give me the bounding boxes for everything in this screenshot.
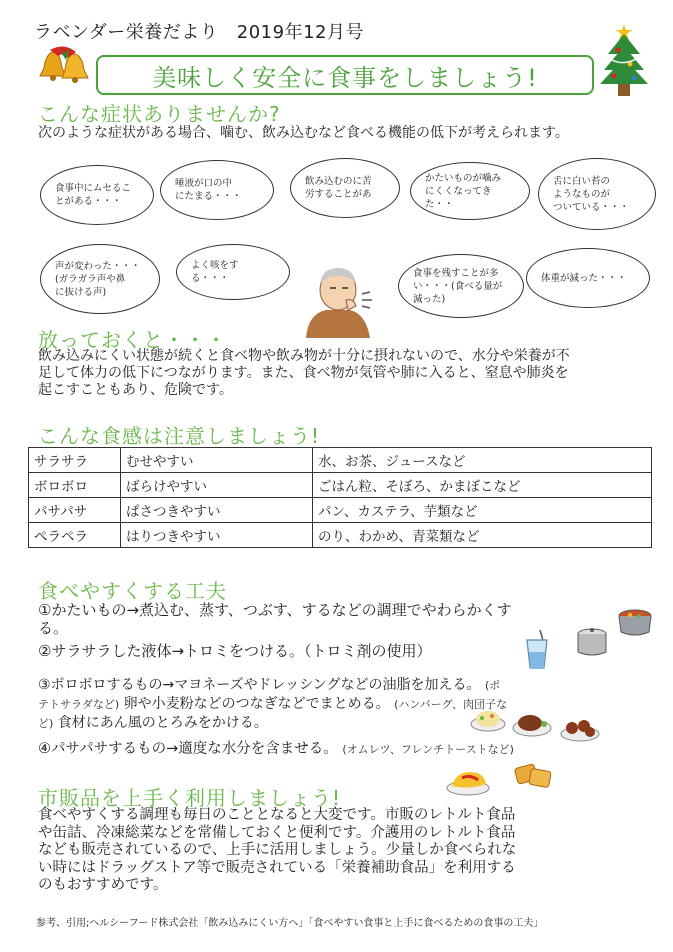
table-row: サラサラ むせやすい 水、お茶、ジュースなど — [29, 448, 652, 473]
meatballs-icon — [560, 712, 600, 742]
symptom-cloud: かたいものが噛み にくくなってきた・・ — [410, 162, 530, 220]
table-row: ぺラペラ はりつきやすい のり、わかめ、青菜類など — [29, 523, 652, 548]
tip-1: ①かたいもの→煮込む、蒸す、つぶす、するなどの調理でやわらかくす る。 — [38, 601, 512, 637]
symptom-cloud: 舌に白い苔の ようなものが ついている・・・ — [538, 158, 656, 230]
omelette-icon — [446, 766, 490, 796]
symptom-cloud: 唾液が口の中 にたまる・・・ — [160, 160, 274, 220]
risk-paragraph: 飲み込みにくい状態が続くと食べ物や飲み物が十分に摂れないので、水分や栄養が不 足して体力の低下につながります。また、食べ物が気管や肺に入ると、窒息や肺炎を 起こすこともあり、危険です。 — [38, 348, 570, 398]
texture-table — [28, 447, 652, 548]
tip-3: ③ボロボロするもの→マヨネーズやドレッシングなどの油脂を加える。 (ポ テトサラダなど) 卵や小麦粉などのつなぎなどでまとめる。 (ハンバーグ、肉団子な ど) 食材にあん風のとろみをかける。 — [38, 677, 508, 731]
reference-note: 参考、引用;ヘルシーフード株式会社「飲み込みにくい方へ」「食べやすい食事と上手に食べるための食事の工夫」 — [36, 918, 544, 929]
christmas-tree-icon — [598, 20, 650, 98]
pot-icon — [574, 624, 610, 658]
symptom-cloud: よく咳をする・・・ — [176, 244, 290, 300]
table-row: パサパサ ぱさつきやすい パン、カステラ、芋類など — [29, 498, 652, 523]
symptoms-intro: 次のような症状がある場合、噛む、飲み込むなど食べる機能の低下が考えられます。 — [38, 125, 569, 141]
symptom-cloud: 食事中にムセるこ とがある・・・ — [40, 165, 154, 225]
risk-heading: 放っておくと・・・ — [38, 328, 227, 352]
symptom-cloud: 声が変わった・・・ (ガラガラ声や鼻 に抜ける声) — [40, 244, 160, 314]
symptom-cloud: 食事を残すことが多 い・・・(食べる量が 減った) — [398, 254, 524, 318]
tip-2: ②サラサラした液体→トロミをつける。（トロミ剤の使用） — [38, 642, 432, 660]
coughing-person-icon — [300, 262, 382, 338]
texture-heading: こんな食感は注意しましょう! — [38, 424, 321, 448]
tips-heading: 食べやすくする工夫 — [38, 579, 227, 603]
symptom-cloud: 飲み込むのに苦 労することがあ — [290, 158, 400, 218]
french-toast-icon — [512, 760, 556, 792]
commercial-heading: 市販品を上手く利用しましょう! — [38, 786, 342, 810]
table-row: ボロボロ ばらけやすい ごはん粒、そぼろ、かまぼこなど — [29, 473, 652, 498]
tip-4: ④パサパサするもの→適度な水分を含ませる。 (オムレツ、フレンチトーストなど) — [38, 741, 514, 757]
stew-pot-icon — [616, 604, 654, 638]
newsletter-title: ラベンダー栄養だより 2019年12月号 — [34, 22, 364, 43]
hamburg-steak-icon — [512, 708, 552, 738]
symptoms-heading: こんな症状ありませんか? — [38, 102, 281, 126]
commercial-paragraph: 食べやすくする調理も毎日のこととなると大変です。市販のレトルト食品 や缶詰、冷凍総菜などを常備しておくと便利です。介護用のレトルト食品 なども販売されているので、上手に活用しましょう。少量しか食べられな い時にはドラッグストア等で販売されている「栄養補助食品」を利用する のもおすすめです。 — [38, 807, 517, 893]
bell-icon — [36, 44, 94, 90]
symptom-cloud: 体重が減った・・・ — [526, 248, 650, 308]
potato-salad-icon — [470, 706, 506, 732]
water-glass-icon — [524, 630, 550, 670]
main-banner: 美味しく安全に食事をしましょう! — [96, 55, 594, 95]
